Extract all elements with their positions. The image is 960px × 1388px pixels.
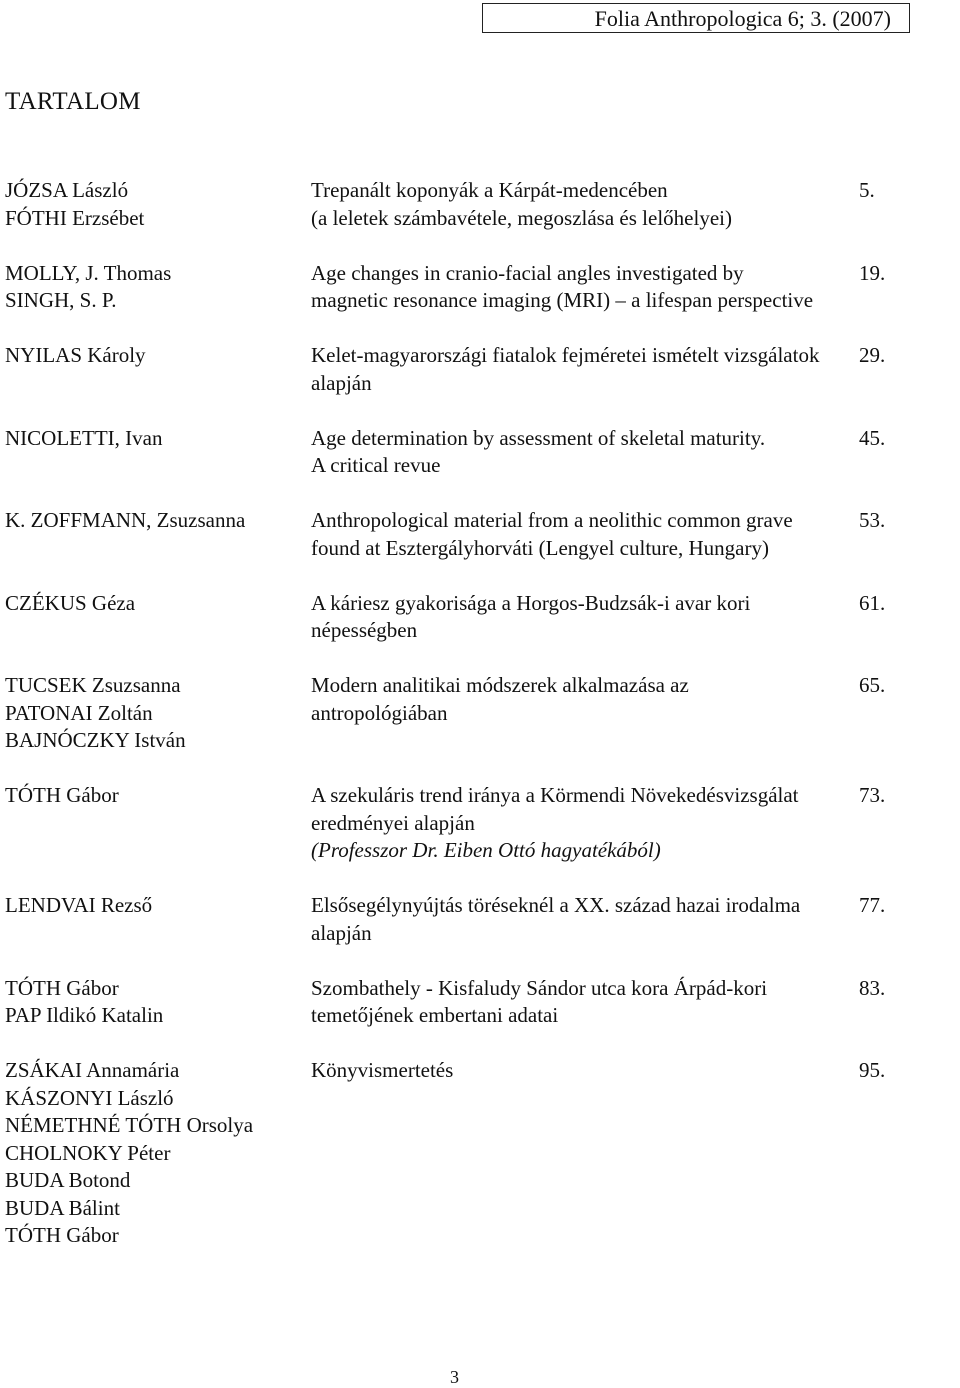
title-line: temetőjének embertani adatai	[311, 1003, 559, 1027]
toc-entry-authors	[0, 672, 311, 755]
journal-citation-box	[482, 3, 910, 33]
toc-entry-page: 29.	[859, 343, 886, 367]
toc-entry-page-container	[859, 892, 907, 947]
toc-entry	[0, 177, 960, 232]
title-line: eredményei alapján	[311, 810, 475, 835]
author-name: TUCSEK Zsuzsanna	[5, 673, 181, 697]
toc-entry-page-container	[859, 507, 907, 562]
author-name: TÓTH Gábor	[5, 1223, 119, 1247]
title-line: Age determination by assessment of skeletal maturity.	[311, 425, 766, 450]
toc-entry-title	[311, 892, 859, 947]
toc-entry	[0, 892, 960, 947]
toc-entry-title	[311, 342, 859, 397]
author-name: PATONAI Zoltán	[5, 700, 153, 725]
title-line: népességben	[311, 618, 418, 642]
author-name: NYILAS Károly	[5, 343, 146, 367]
toc-entry-page: 45.	[859, 425, 886, 450]
toc-entry-page: 53.	[859, 508, 886, 532]
toc-entry-title	[311, 975, 859, 1030]
toc-entry	[0, 342, 960, 397]
toc-entry-page: 61.	[859, 590, 886, 615]
toc-entry-page-container	[859, 672, 907, 755]
toc-entry-authors	[0, 342, 311, 397]
toc-entry	[0, 425, 960, 480]
title-line: magnetic resonance imaging (MRI) – a lifespan perspective	[311, 288, 814, 312]
author-name: BAJNÓCZKY István	[5, 728, 186, 752]
toc-entry-page-container	[859, 590, 907, 645]
title-line: Kelet-magyarországi fiatalok fejméretei ismételt vizsgálatok	[311, 343, 820, 367]
author-name: FÓTHI Erzsébet	[5, 205, 145, 230]
title-line: Elsősegélynyújtás töréseknél a XX. század hazai irodalma	[311, 893, 801, 917]
toc-entry	[0, 590, 960, 645]
title-line: Trepanált koponyák a Kárpát-medencében	[311, 178, 668, 202]
toc-entry-title	[311, 672, 859, 755]
author-name: TÓTH Gábor	[5, 783, 119, 807]
title-line: found at Esztergályhorváti (Lengyel culture, Hungary)	[311, 535, 769, 560]
title-line: Modern analitikai módszerek alkalmazása az	[311, 673, 689, 697]
toc-entry-authors	[0, 177, 311, 232]
author-name: BUDA Bálint	[5, 1195, 120, 1220]
title-line: (a leletek számbavétele, megoszlása és lelőhelyei)	[311, 205, 732, 230]
title-line: Szombathely - Kisfaludy Sándor utca kora Árpád-kori	[311, 975, 768, 1000]
author-name: KÁSZONYI László	[5, 1085, 174, 1110]
author-name: MOLLY, J. Thomas	[5, 260, 172, 285]
title-line: A káriesz gyakorisága a Horgos-Budzsák-i avar kori	[311, 590, 751, 615]
toc-entry-page-container	[859, 425, 907, 480]
author-name: CZÉKUS Géza	[5, 590, 136, 615]
toc-entry	[0, 672, 960, 755]
title-line: A szekuláris trend iránya a Körmendi Növekedésvizsgálat	[311, 783, 799, 807]
page-number: 3	[450, 1367, 459, 1387]
title-note: (Professzor Dr. Eiben Ottó hagyatékából)	[311, 838, 661, 862]
toc-entry	[0, 1057, 960, 1250]
toc-heading: TARTALOM	[5, 88, 141, 115]
author-name: PAP Ildikó Katalin	[5, 1003, 164, 1027]
toc-entry-title	[311, 590, 859, 645]
toc-entry-title	[311, 425, 859, 480]
toc-entry	[0, 975, 960, 1030]
author-name: CHOLNOKY Péter	[5, 1140, 171, 1165]
title-line: Age changes in cranio-facial angles investigated by	[311, 260, 744, 285]
author-name: LENDVAI Rezső	[5, 893, 153, 917]
toc-entry-page-container	[859, 342, 907, 397]
toc-entry-page-container	[859, 782, 907, 865]
toc-entry-page: 65.	[859, 673, 886, 697]
author-name: K. ZOFFMANN, Zsuzsanna	[5, 508, 246, 532]
toc-entry-title	[311, 260, 859, 315]
toc-entry-page-container	[859, 975, 907, 1030]
title-line: antropológiában	[311, 700, 448, 725]
toc-entry	[0, 507, 960, 562]
author-name: TÓTH Gábor	[5, 975, 119, 1000]
toc-entry-title	[311, 507, 859, 562]
toc-entry-authors	[0, 892, 311, 947]
toc-entry-authors	[0, 1057, 311, 1250]
author-name: SINGH, S. P.	[5, 288, 117, 312]
title-line: Anthropological material from a neolithic common grave	[311, 508, 793, 532]
toc-entry-page: 83.	[859, 975, 886, 1000]
toc-entry-page: 19.	[859, 260, 886, 285]
toc-entry-authors	[0, 590, 311, 645]
toc-entry-page: 77.	[859, 893, 886, 917]
journal-citation: Folia Anthropologica 6; 3. (2007)	[594, 6, 891, 31]
table-of-contents	[0, 177, 960, 1277]
title-line: alapján	[311, 370, 372, 395]
title-line: alapján	[311, 920, 372, 945]
toc-entry-authors	[0, 260, 311, 315]
author-name: JÓZSA László	[5, 178, 129, 202]
title-line: A critical revue	[311, 453, 441, 477]
toc-entry-title	[311, 1057, 859, 1250]
toc-entry-authors	[0, 507, 311, 562]
title-line: Könyvismertetés	[311, 1058, 454, 1082]
author-name: BUDA Botond	[5, 1168, 131, 1192]
toc-entry-title	[311, 782, 859, 865]
author-name: NICOLETTI, Ivan	[5, 425, 163, 450]
toc-entry-page-container	[859, 260, 907, 315]
toc-entry-title	[311, 177, 859, 232]
toc-entry-page: 95.	[859, 1058, 886, 1082]
toc-entry	[0, 260, 960, 315]
toc-entry-page: 5.	[859, 178, 875, 202]
author-name: NÉMETHNÉ TÓTH Orsolya	[5, 1113, 254, 1137]
toc-entry	[0, 782, 960, 865]
toc-entry-page: 73.	[859, 783, 886, 807]
toc-entry-page-container	[859, 177, 907, 232]
toc-entry-authors	[0, 975, 311, 1030]
toc-entry-authors	[0, 782, 311, 865]
author-name: ZSÁKAI Annamária	[5, 1058, 180, 1082]
toc-entry-page-container	[859, 1057, 907, 1250]
toc-entry-authors	[0, 425, 311, 480]
